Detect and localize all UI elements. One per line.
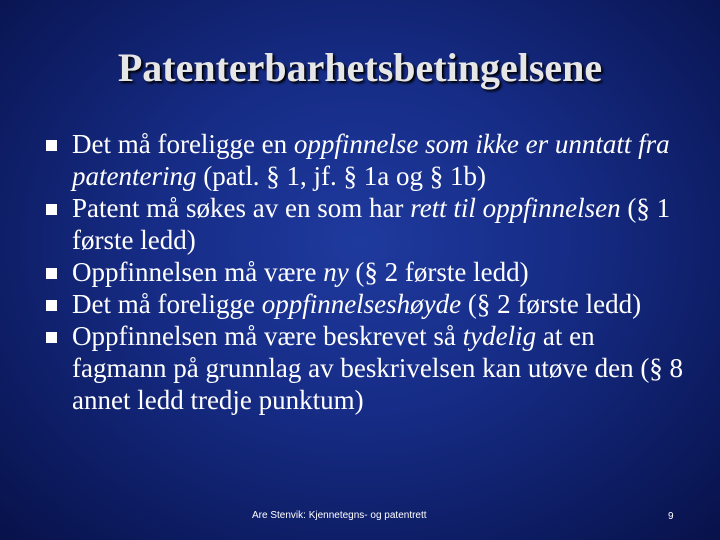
- bullet-text: Patent må søkes av en som har: [72, 193, 411, 223]
- footer-text: Are Stenvik: Kjennetegns- og patentrett: [252, 510, 427, 521]
- bullet-text: Oppfinnelsen må være: [72, 257, 324, 287]
- bullet-text: (§ 1 første ledd): [72, 193, 671, 255]
- bullet-text: Det må foreligge: [72, 289, 262, 319]
- bullet-text: Det må foreligge en: [72, 129, 294, 159]
- slide-title: Patenterbarhetsbetingelsene: [117, 45, 603, 90]
- square-bullet-icon: [46, 140, 57, 151]
- bullet-text: Oppfinnelsen må være beskrevet så: [72, 321, 463, 351]
- bullet-list: [40, 128, 690, 416]
- bullet-text: (patl. § 1, jf. § 1a og § 1b): [196, 161, 486, 191]
- bullet-item: [40, 320, 690, 416]
- emphasized-text: oppfinnelse som ikke er unntatt fra patentering: [72, 129, 670, 191]
- bullet-item: [40, 256, 690, 288]
- square-bullet-icon: [46, 300, 57, 311]
- bullet-item: [40, 288, 690, 320]
- bullet-item: [40, 192, 690, 256]
- square-bullet-icon: [46, 268, 57, 279]
- bullet-text: at en fagmann på grunnlag av beskrivelsen kan utøve den (§ 8 annet ledd tredje punktum): [72, 321, 684, 415]
- square-bullet-icon: [46, 204, 57, 215]
- bullet-text: (§ 2 første ledd): [348, 257, 529, 287]
- page-number: 9: [668, 511, 674, 522]
- emphasized-text: oppfinnelseshøyde: [261, 289, 462, 319]
- bullet-text: (§ 2 første ledd): [461, 289, 642, 319]
- emphasized-text: tydelig: [462, 321, 537, 351]
- bullet-item: [40, 128, 690, 192]
- square-bullet-icon: [46, 332, 57, 343]
- emphasized-text: rett til oppfinnelsen: [410, 193, 621, 223]
- emphasized-text: ny: [323, 257, 349, 287]
